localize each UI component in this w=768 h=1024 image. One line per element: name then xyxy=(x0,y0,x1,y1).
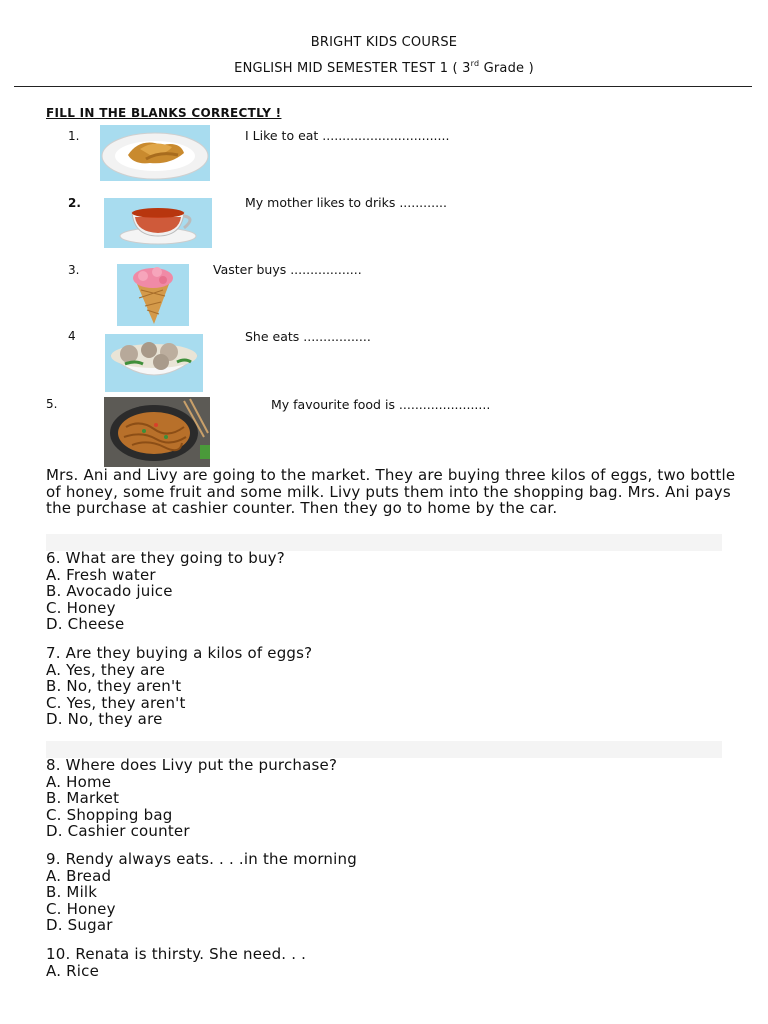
blank-number-5: 5. xyxy=(46,397,58,411)
blank-sentence-2: My mother likes to driks ............ xyxy=(245,195,447,210)
question-10 xyxy=(46,946,306,979)
option-c: C. Yes, they aren't xyxy=(46,693,186,712)
option-c: C. Honey xyxy=(46,899,116,918)
option-a: A. Fresh water xyxy=(46,565,156,584)
option-a: A. Yes, they are xyxy=(46,660,166,679)
option-b: B. No, they aren't xyxy=(46,677,182,696)
blank-number-2: 2. xyxy=(68,196,81,210)
question-text: 8. Where does Livy put the purchase? xyxy=(46,756,338,774)
fried-chicken-plate-icon xyxy=(100,125,210,181)
option-d: D. Sugar xyxy=(46,916,113,935)
option-c: C. Honey xyxy=(46,598,116,617)
option-d: D. Cashier counter xyxy=(46,822,190,841)
blank-sentence-1: I Like to eat ................................ xyxy=(245,128,450,143)
option-b: B. Avocado juice xyxy=(46,582,173,601)
option-d: D. No, they are xyxy=(46,710,163,729)
meatball-soup-icon xyxy=(105,334,203,392)
option-b: B. Milk xyxy=(46,883,98,902)
question-7 xyxy=(46,645,312,728)
question-9 xyxy=(46,851,357,934)
blank-number-3: 3. xyxy=(68,263,80,277)
fried-noodles-icon xyxy=(104,397,210,467)
ice-cream-cone-icon xyxy=(117,264,189,326)
test-title xyxy=(0,59,768,76)
option-a: A. Rice xyxy=(46,961,99,980)
question-8 xyxy=(46,757,337,840)
blank-number-1: 1. xyxy=(68,129,80,143)
question-text: 7. Are they buying a kilos of eggs? xyxy=(46,644,313,662)
test-title-suffix: Grade ) xyxy=(479,61,534,76)
tea-cup-icon xyxy=(104,198,212,248)
question-text: 10. Renata is thirsty. She need. . . xyxy=(46,945,307,963)
blank-number-4: 4 xyxy=(68,329,76,343)
question-6 xyxy=(46,550,285,633)
reading-passage: Mrs. Ani and Livy are going to the market. They are buying three kilos of eggs, two bottle of honey, some fruit and some milk. Livy puts them into the shopping bag. Mrs. Ani pays the purchase at cashier counter. Then they go to home by the car. xyxy=(46,466,736,517)
blank-sentence-4: She eats ................. xyxy=(245,329,371,344)
question-text: 9. Rendy always eats. . . .in the morning xyxy=(46,850,357,868)
blank-sentence-5: My favourite food is ....................... xyxy=(271,397,491,412)
blank-sentence-3: Vaster buys .................. xyxy=(213,262,362,277)
option-c: C. Shopping bag xyxy=(46,805,173,824)
option-b: B. Market xyxy=(46,789,120,808)
option-d: D. Cheese xyxy=(46,615,125,634)
option-a: A. Bread xyxy=(46,866,112,885)
test-title-prefix: ENGLISH MID SEMESTER TEST 1 ( 3 xyxy=(234,61,471,76)
grade-superscript: rd xyxy=(470,59,480,68)
section-title: FILL IN THE BLANKS CORRECTLY ! xyxy=(46,106,282,120)
option-a: A. Home xyxy=(46,772,112,791)
header-divider xyxy=(14,86,752,87)
question-text: 6. What are they going to buy? xyxy=(46,549,285,567)
school-name: BRIGHT KIDS COURSE xyxy=(310,35,458,50)
